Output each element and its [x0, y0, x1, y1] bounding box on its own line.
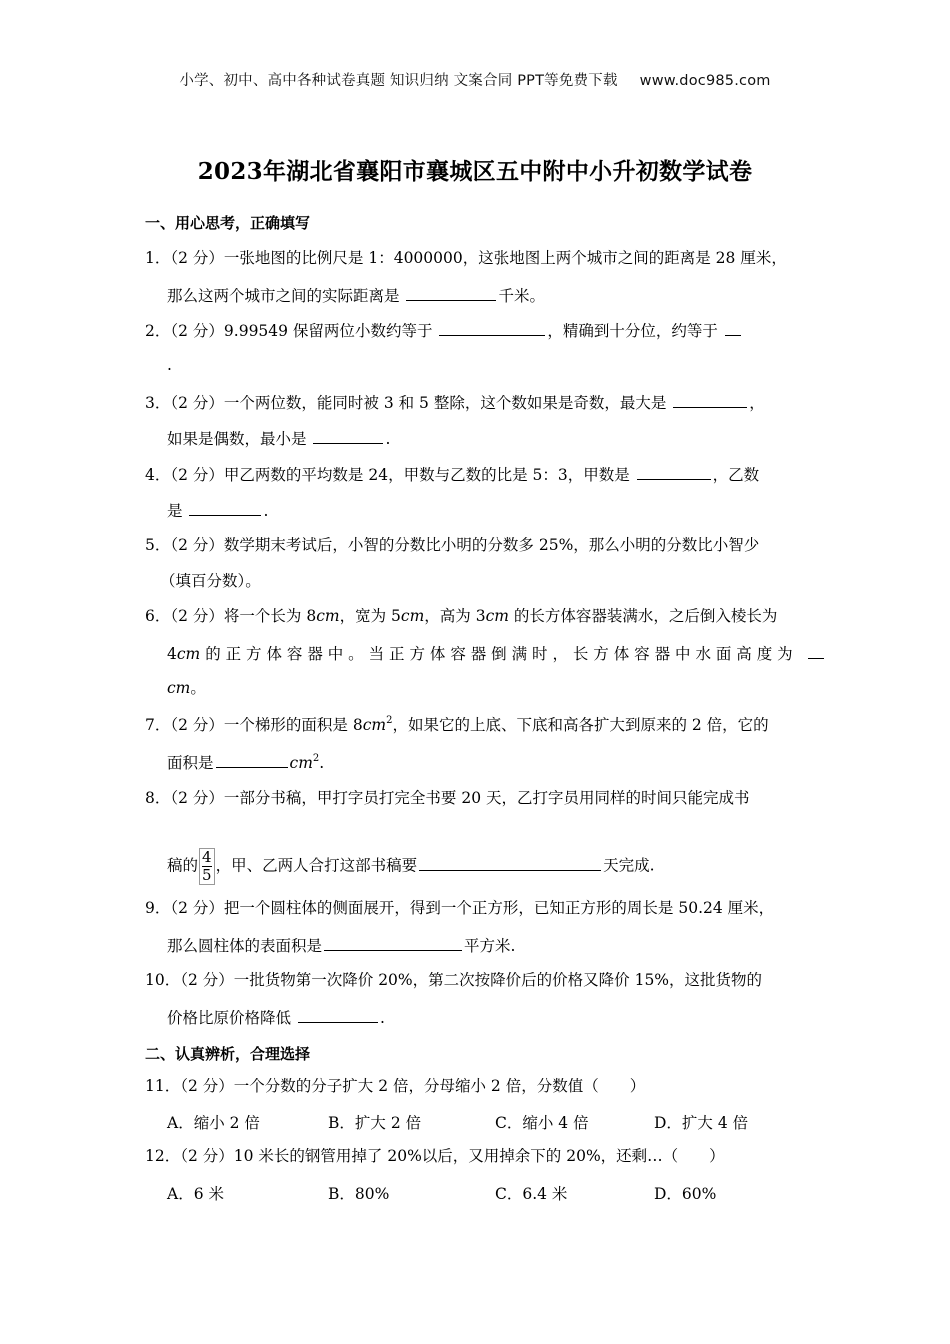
question-text: 的 正 方 体 容 器 中 。 当 正 方 体 容 器 倒 满 时 ， 长 方 体 容 器 中 水 面 高 度 为	[200, 645, 793, 663]
section-heading-1: 一、用心思考，正确填写	[145, 214, 311, 232]
page-title: 2023年湖北省襄阳市襄城区五中附中小升初数学试卷	[197, 158, 753, 185]
question-text: （2 分）把一个圆柱体的侧面展开，得到一个正方形，已知正方形的周长是 50.24 厘米，	[170, 899, 775, 917]
question-text: ，宽为 5	[339, 607, 401, 625]
question-number: 2．	[145, 322, 171, 340]
question-text: （填百分数）。	[160, 572, 261, 590]
unit-label: cm	[485, 607, 509, 625]
question-6-line-3	[167, 678, 206, 698]
question-text: 天完成.	[603, 856, 655, 875]
question-number: 10．	[145, 971, 181, 989]
answer-blank[interactable]	[673, 391, 747, 408]
question-text: （2 分）一张地图的比例尺是 1：4000000，这张地图上两个城市之间的距离是 28 厘米，	[170, 249, 787, 267]
unit-label: cm	[289, 754, 313, 772]
answer-blank[interactable]	[216, 751, 288, 768]
question-text: （2 分）9.99549 保留两位小数约等于	[170, 322, 433, 340]
question-number: 3．	[145, 394, 171, 412]
unit-label: cm	[316, 607, 340, 625]
question-8-line-2	[167, 848, 655, 885]
question-number: 1．	[145, 249, 171, 267]
question-12-line-1	[145, 1146, 725, 1166]
question-text: .	[263, 502, 269, 520]
question-8-line-1	[145, 788, 750, 808]
question-text: （2 分）甲乙两数的平均数是 24，甲数与乙数的比是 5：3，甲数是	[170, 466, 630, 484]
header-site: www.doc985.com	[639, 73, 771, 89]
question-text: 面积是	[167, 754, 214, 772]
question-text: 价格比原价格降低	[167, 1009, 292, 1027]
question-text: （2 分）一个分数的分子扩大 2 倍，分母缩小 2 倍，分数值（ ）	[180, 1077, 646, 1095]
answer-blank[interactable]	[725, 319, 741, 336]
answer-blank[interactable]	[189, 499, 261, 516]
question-6-line-2	[167, 642, 826, 664]
option-d[interactable]: D．60%	[654, 1185, 717, 1203]
question-text: （2 分）一个两位数，能同时被 3 和 5 整除，这个数如果是奇数，最大是	[170, 394, 667, 412]
question-text: ，高为 3	[424, 607, 486, 625]
page-header	[0, 69, 950, 90]
question-text: ，	[749, 394, 765, 412]
question-text: （2 分）10 米长的钢管用掉了 20%以后，又用掉余下的 20%，还剩…（ ）	[180, 1147, 725, 1165]
answer-blank[interactable]	[808, 642, 824, 659]
question-4-line-1	[145, 463, 759, 485]
question-2-line-2	[167, 355, 172, 375]
header-text: 小学、初中、高中各种试卷真题 知识归纳 文案合同 PPT等免费下载	[179, 73, 618, 89]
answer-blank[interactable]	[298, 1006, 378, 1023]
question-number: 4．	[145, 466, 171, 484]
question-2-line-1	[145, 319, 743, 341]
question-text: 那么圆柱体的表面积是	[167, 937, 323, 955]
option-c[interactable]: C．6.4 米	[495, 1185, 568, 1203]
unit-label: cm	[167, 679, 191, 697]
question-number: 7．	[145, 716, 171, 734]
question-number: 6．	[145, 607, 171, 625]
option-d[interactable]: D．扩大 4 倍	[654, 1114, 749, 1132]
question-1-line-1	[145, 248, 787, 268]
question-number: 12．	[145, 1147, 181, 1165]
question-9-line-2	[167, 934, 515, 956]
question-text: ，精确到十分位，约等于	[547, 322, 718, 340]
question-text: .	[379, 1009, 385, 1027]
question-10-line-1	[145, 970, 762, 990]
unit-label: cm	[400, 607, 425, 625]
question-text: ，乙数	[712, 466, 760, 484]
answer-blank[interactable]	[324, 934, 462, 951]
question-text: （2 分）将一个长为 8	[170, 607, 317, 625]
unit-label: cm	[176, 645, 201, 663]
question-7-line-1	[145, 715, 769, 735]
superscript: 2	[386, 715, 393, 726]
answer-blank[interactable]	[419, 854, 601, 871]
question-text: 的长方体容器装满水，之后倒入棱长为	[508, 607, 778, 625]
option-b[interactable]: B．80%	[328, 1185, 390, 1203]
fraction-denominator: 5	[202, 866, 212, 884]
answer-blank[interactable]	[637, 463, 711, 480]
option-a[interactable]: A．6 米	[167, 1185, 224, 1203]
question-text: .	[167, 356, 172, 374]
question-text: ，如果它的上底、下底和高各扩大到原来的 2 倍，它的	[392, 716, 769, 734]
question-6-line-1	[145, 606, 777, 626]
question-5-line-1	[145, 535, 759, 555]
question-text: 是	[167, 502, 183, 520]
question-11-line-1	[145, 1076, 645, 1096]
question-5-line-2	[160, 571, 261, 591]
answer-blank[interactable]	[406, 284, 496, 301]
option-c[interactable]: C．缩小 4 倍	[495, 1114, 589, 1132]
question-number: 11．	[145, 1077, 181, 1095]
question-1-line-2	[167, 284, 545, 306]
question-number: 9．	[145, 899, 171, 917]
unit-label: cm	[362, 716, 387, 734]
question-3-line-1	[145, 391, 765, 413]
superscript: 2	[312, 753, 320, 764]
question-text: 如果是偶数，最小是	[167, 430, 307, 448]
question-9-line-1	[145, 898, 774, 918]
question-text: 平方米.	[464, 937, 516, 955]
answer-blank[interactable]	[313, 427, 383, 444]
option-a[interactable]: A．缩小 2 倍	[167, 1114, 260, 1132]
question-text: 千米。	[498, 287, 545, 305]
question-text: （2 分）一批货物第一次降价 20%，第二次按降价后的价格又降价 15%，这批货物的	[180, 971, 763, 989]
question-text: （2 分）一个梯形的面积是 8	[170, 716, 363, 734]
question-4-line-2	[167, 499, 268, 521]
question-text: 。	[190, 679, 206, 697]
question-number: 5．	[145, 536, 171, 554]
answer-blank[interactable]	[439, 319, 545, 336]
question-text: （2 分）数学期末考试后，小智的分数比小明的分数多 25%，那么小明的分数比小智少	[170, 536, 760, 554]
question-text: （2 分）一部分书稿，甲打字员打完全书要 20 天，乙打字员用同样的时间只能完成书	[170, 789, 750, 807]
fraction-numerator: 4	[202, 848, 212, 866]
question-text: 4	[167, 645, 177, 663]
fraction	[199, 848, 215, 885]
option-b[interactable]: B．扩大 2 倍	[328, 1114, 422, 1132]
question-text: 那么这两个城市之间的实际距离是	[167, 287, 400, 305]
question-7-line-2	[167, 751, 324, 773]
section-heading-2: 二、认真辨析，合理选择	[145, 1045, 311, 1063]
question-3-line-2	[167, 427, 390, 449]
question-text: 稿的	[167, 856, 199, 875]
question-text: .	[385, 430, 391, 448]
question-text: .	[319, 754, 325, 772]
question-text: ，甲、乙两人合打这部书稿要	[215, 856, 418, 875]
question-number: 8．	[145, 789, 171, 807]
question-10-line-2	[167, 1006, 385, 1028]
